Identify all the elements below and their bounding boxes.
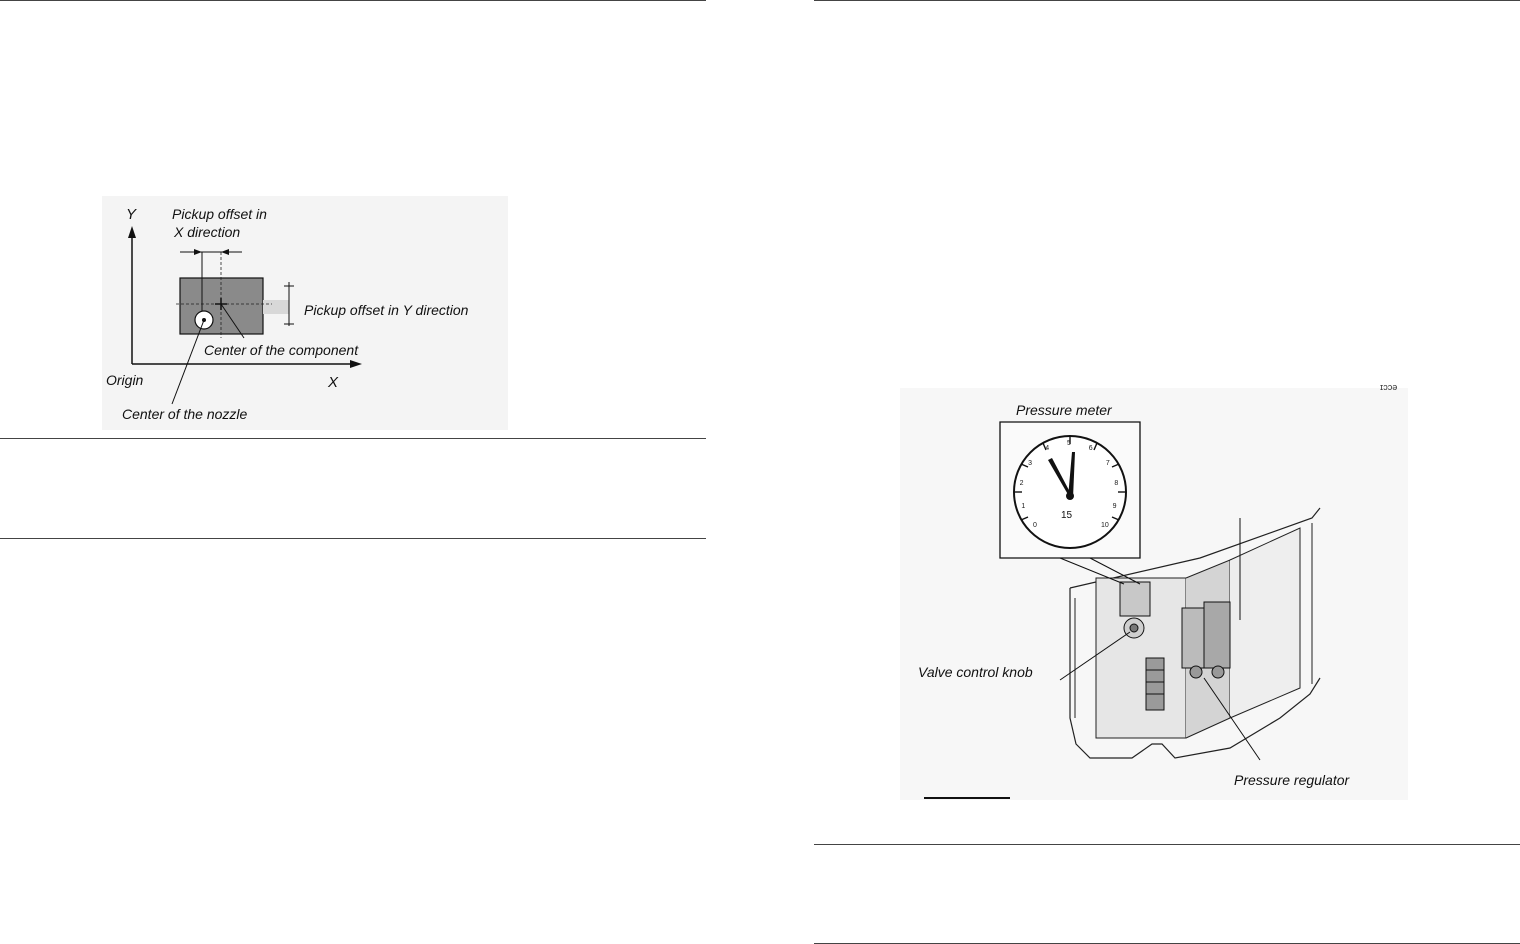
pickup-offset-x-label-line2: X direction — [174, 224, 241, 240]
gauge-tick-label: 0 — [1033, 521, 1037, 529]
pressure-regulator-label: Pressure regulator — [1234, 772, 1350, 788]
gauge-tick-label: 2 — [1019, 480, 1024, 488]
pickup-offset-x-label-line1: Pickup offset in — [172, 206, 267, 222]
gauge-tick-label: 10 — [1100, 521, 1109, 529]
gauge-tick-label: 8 — [1114, 480, 1119, 488]
y-axis-label: Y — [126, 206, 137, 223]
x-axis-label: X — [328, 374, 339, 391]
gauge-tick-label: 6 — [1088, 445, 1093, 453]
gauge-tick-label: 4 — [1045, 445, 1050, 453]
divider-rule-left-1 — [0, 438, 706, 439]
center-component-label: Center of the component — [204, 342, 359, 358]
gauge-tick-label: 9 — [1112, 502, 1117, 510]
pressure-meter-label: Pressure meter — [1016, 402, 1112, 418]
pickup-offset-y-label: Pickup offset in Y direction — [304, 302, 469, 318]
figure-corner-mark: ɪɔɔə — [1380, 382, 1398, 392]
center-nozzle-label: Center of the nozzle — [122, 406, 248, 422]
pickup-offset-figure — [102, 196, 508, 430]
divider-rule-right-1 — [814, 844, 1520, 845]
gauge-tick-label: 7 — [1105, 459, 1110, 467]
top-rule-right — [814, 0, 1520, 1]
gauge-tick-label: 1 — [1021, 502, 1026, 510]
valve-control-knob-label: Valve control knob — [918, 664, 1033, 680]
origin-label: Origin — [106, 372, 144, 388]
pressure-machine-drawing — [900, 388, 1408, 800]
divider-rule-left-2 — [0, 538, 706, 539]
gauge-tick-label: 3 — [1028, 459, 1033, 467]
gauge-tick-label: 5 — [1067, 440, 1071, 447]
pressure-meter-figure — [900, 388, 1408, 800]
gauge-center-text: 15 — [1061, 510, 1073, 521]
top-rule-left — [0, 0, 706, 1]
